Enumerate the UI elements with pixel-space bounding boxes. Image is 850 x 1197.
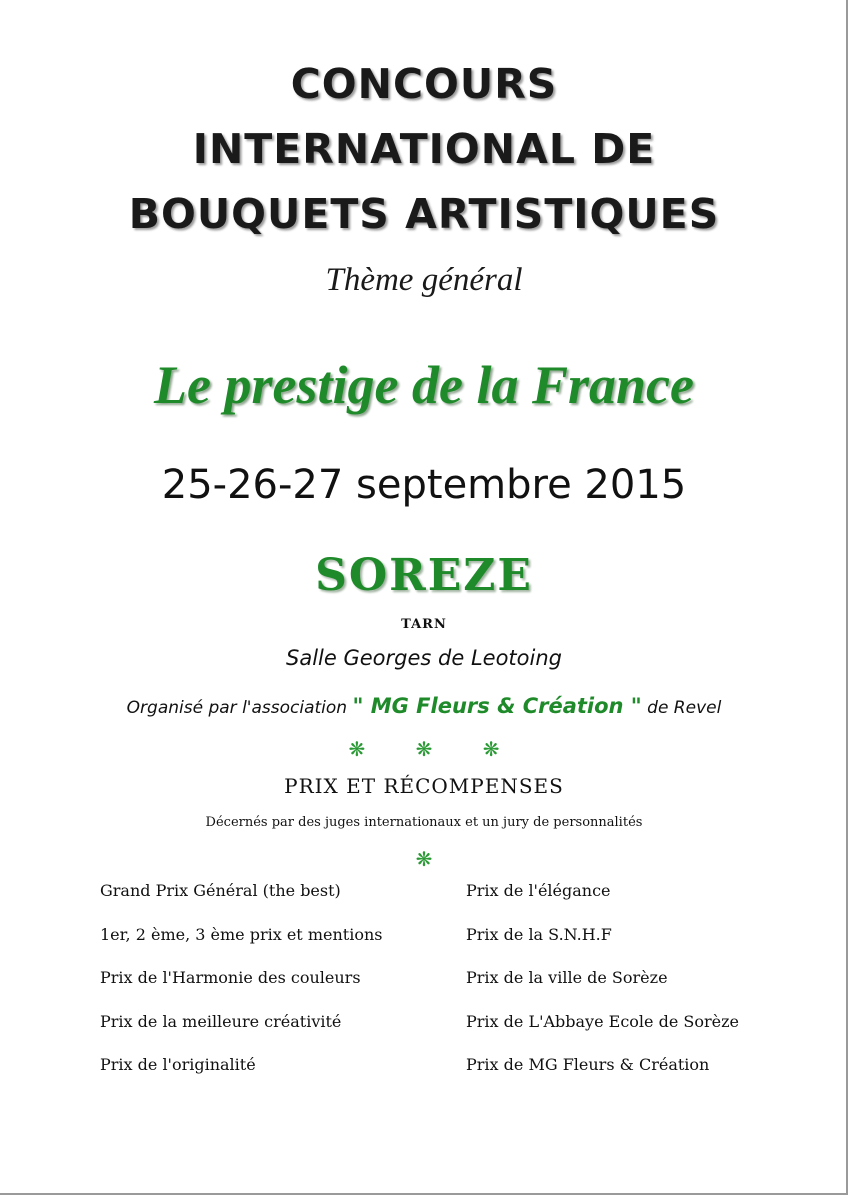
prize-item: Prix de l'élégance [466, 881, 611, 900]
organizer-suffix: de Revel [647, 698, 722, 718]
theme-label: Thème général [325, 262, 523, 298]
prize-item: 1er, 2 ème, 3 ème prix et mentions [100, 924, 383, 944]
poster-title [0, 52, 848, 247]
title-line-1: CONCOURS [290, 60, 558, 108]
region-name: TARN [401, 617, 447, 632]
prize-item: Grand Prix Général (the best) [100, 881, 341, 900]
prize-item: Prix de l'originalité [100, 1055, 256, 1074]
venue-name: Salle Georges de Leotoing [286, 646, 562, 670]
star-separator-single: ❋ [415, 847, 433, 871]
prize-item: Prix de l'Harmonie des couleurs [100, 968, 361, 987]
awards-subtitle: Décernés par des juges internationaux et un jury de personnalités [205, 815, 643, 830]
title-line-3: BOUQUETS ARTISTIQUES [128, 190, 720, 238]
organizer-association: " MG Fleurs & Création " [352, 694, 642, 718]
prize-item: Prix de la ville de Sorèze [466, 968, 668, 987]
awards-title: PRIX ET RÉCOMPENSES [284, 774, 564, 798]
organizer-prefix: Organisé par l'association [126, 698, 348, 718]
prize-item: Prix de L'Abbaye Ecole de Sorèze [466, 1011, 739, 1031]
theme-title: Le prestige de la France [154, 355, 694, 415]
prize-list-left [100, 878, 382, 1096]
prize-item: Prix de la meilleure créativité [100, 1011, 342, 1031]
event-dates: 25-26-27 septembre 2015 [161, 462, 687, 508]
prize-list-right [466, 878, 739, 1096]
star-separator: ❋ ❋ ❋ [348, 737, 522, 761]
prize-item: Prix de la S.N.H.F [466, 924, 612, 944]
title-line-2: INTERNATIONAL DE [192, 125, 656, 173]
organizer-line [0, 694, 848, 718]
prize-item: Prix de MG Fleurs & Création [466, 1055, 710, 1074]
city-name: SOREZE [315, 550, 533, 601]
